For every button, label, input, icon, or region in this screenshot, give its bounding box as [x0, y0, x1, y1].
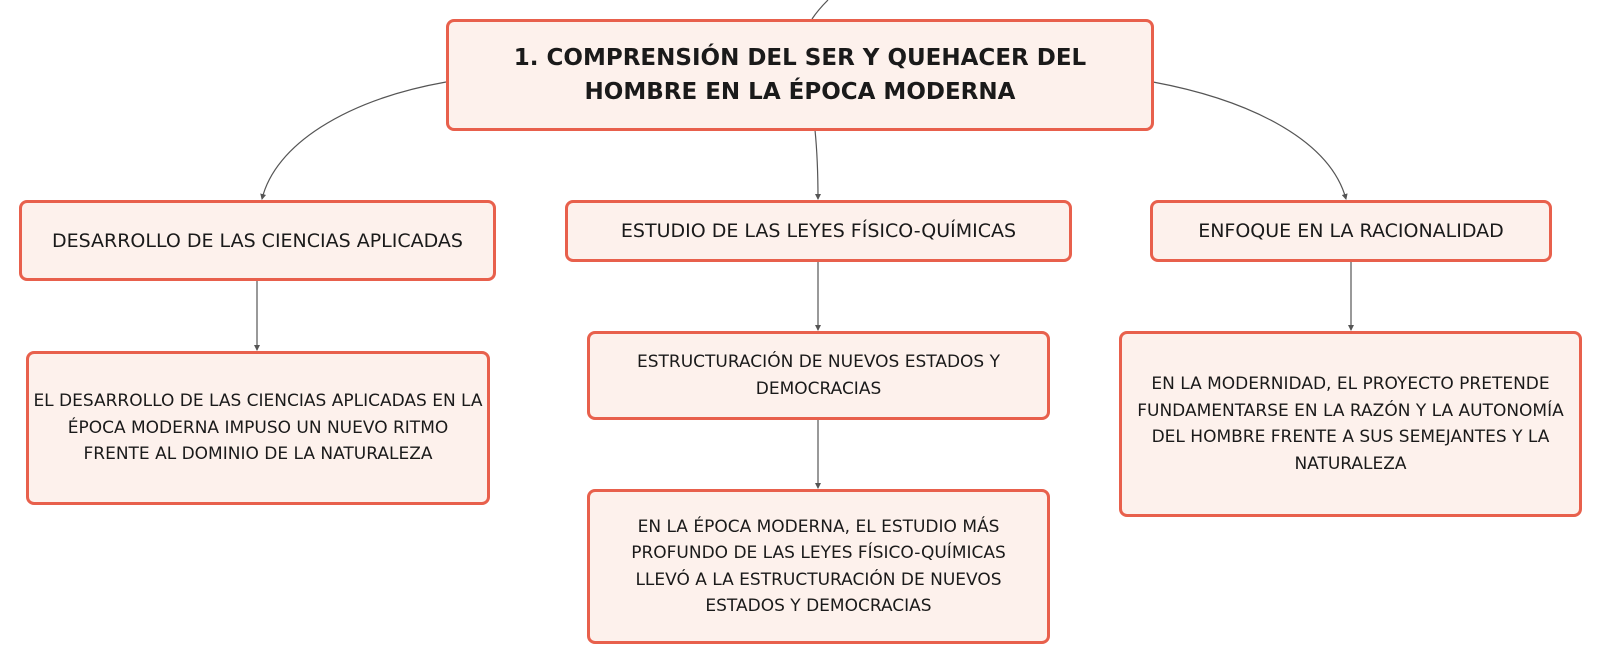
- connector-root-to-leyes: [815, 130, 818, 199]
- root-node[interactable]: 1. COMPRENSIÓN DEL SER Y QUEHACER DEL HOMBRE EN LA ÉPOCA MODERNA: [446, 19, 1154, 131]
- branch-ciencias-aplicadas[interactable]: DESARROLLO DE LAS CIENCIAS APLICADAS: [19, 200, 496, 281]
- detail-leyes-fisico-quimicas[interactable]: EN LA ÉPOCA MODERNA, EL ESTUDIO MÁS PROFUNDO DE LAS LEYES FÍSICO-QUÍMICAS LLEVÓ A LA ESTRUCTURACIÓN DE NUEVOS ESTADOS Y DEMOCRACIAS: [587, 489, 1050, 644]
- subtopic-estructuracion[interactable]: ESTRUCTURACIÓN DE NUEVOS ESTADOS Y DEMOCRACIAS: [587, 331, 1050, 420]
- connector-incoming: [812, 0, 828, 19]
- connector-root-to-racionalidad: [1153, 82, 1346, 199]
- branch-leyes-fisico-quimicas[interactable]: ESTUDIO DE LAS LEYES FÍSICO-QUÍMICAS: [565, 200, 1072, 262]
- branch-racionalidad[interactable]: ENFOQUE EN LA RACIONALIDAD: [1150, 200, 1552, 262]
- connector-root-to-ciencias: [262, 82, 446, 199]
- detail-racionalidad[interactable]: EN LA MODERNIDAD, EL PROYECTO PRETENDE FUNDAMENTARSE EN LA RAZÓN Y LA AUTONOMÍA DEL HOMBRE FRENTE A SUS SEMEJANTES Y LA NATURALEZA: [1119, 331, 1582, 517]
- detail-ciencias-aplicadas[interactable]: EL DESARROLLO DE LAS CIENCIAS APLICADAS EN LA ÉPOCA MODERNA IMPUSO UN NUEVO RITMO FRENTE AL DOMINIO DE LA NATURALEZA: [26, 351, 490, 505]
